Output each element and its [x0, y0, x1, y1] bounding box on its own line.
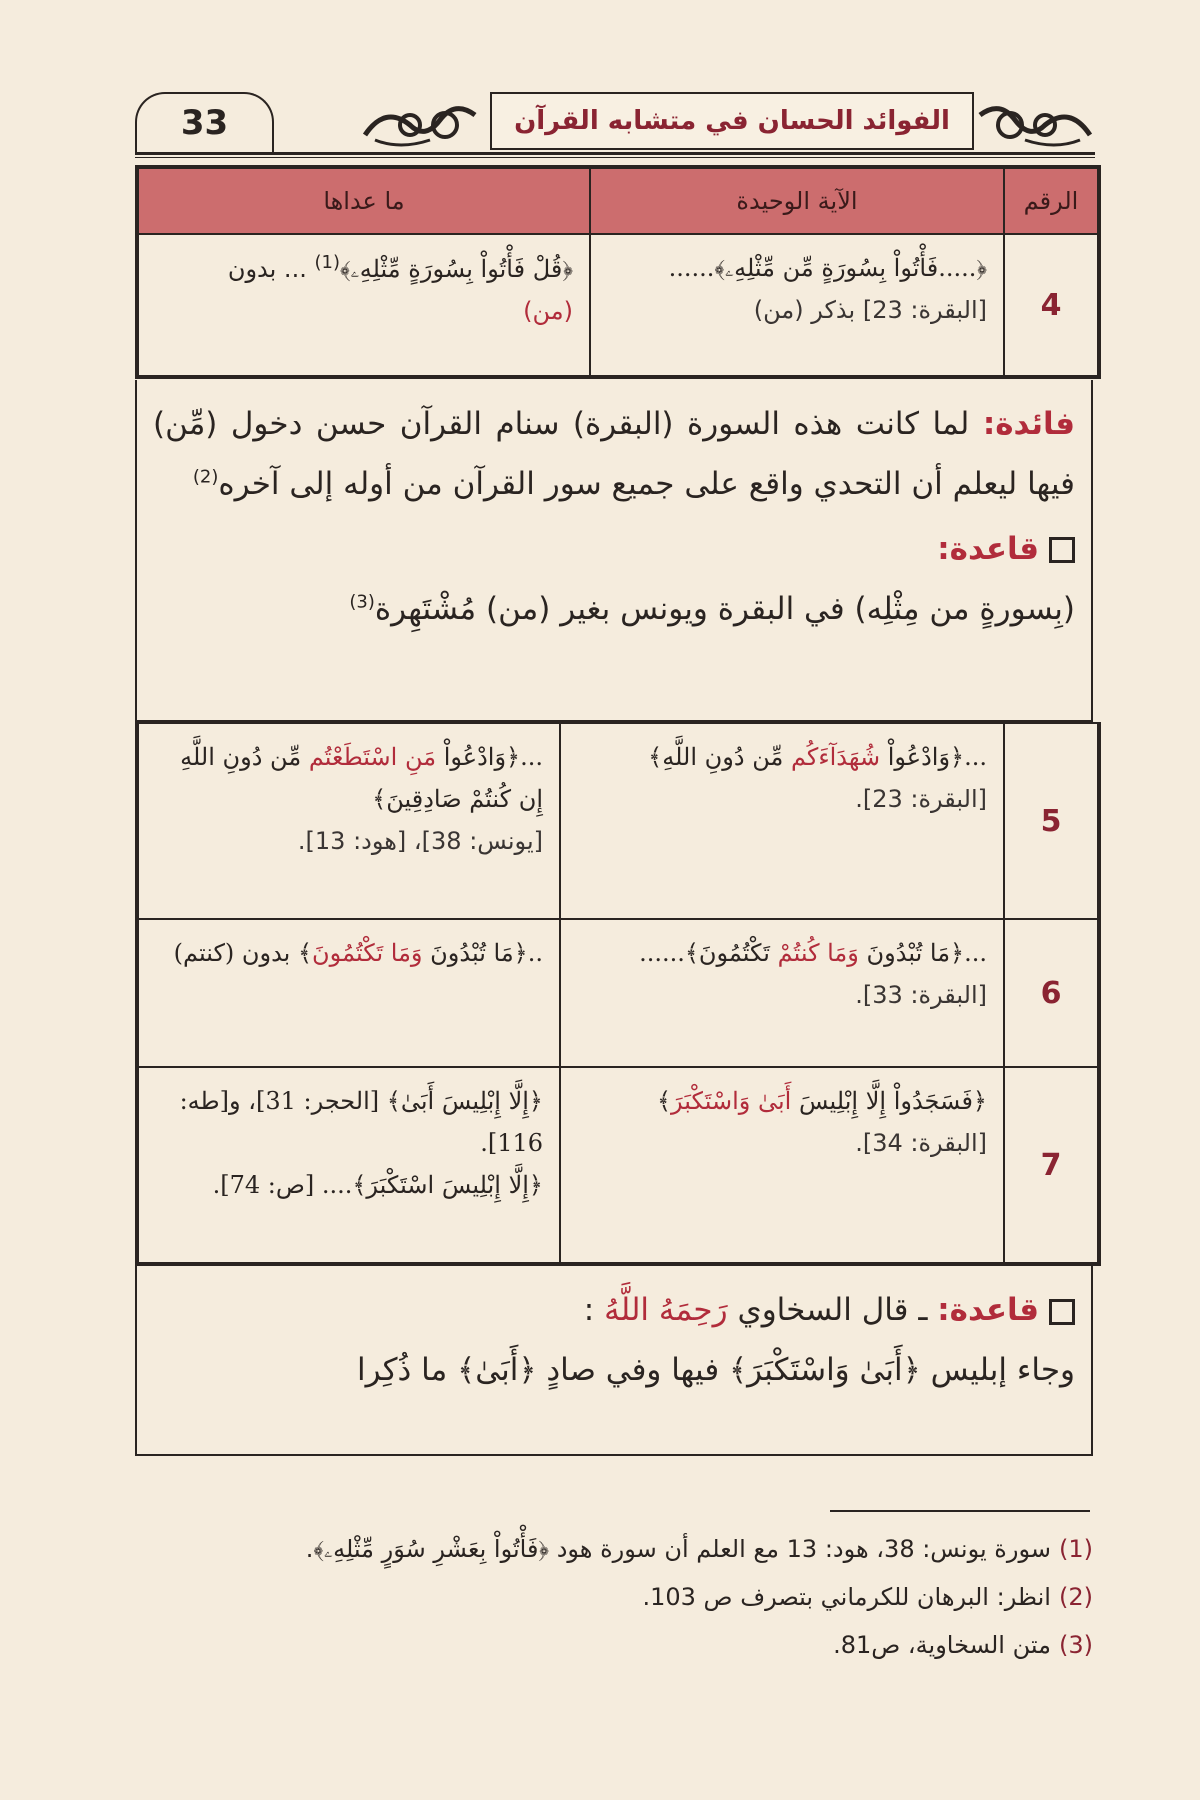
footnote-1: (1)سورة يونس: 38، هود: 13 مع العلم أن سورة هود ﴿فَأْتُواْ بِعَشْرِ سُوَرٍ مِّثْلِهِۦ﴾. — [305, 1535, 1093, 1563]
header-number: الرقم — [1004, 168, 1098, 234]
ayah-reference: [البقرة: 23] بذكر (من) — [753, 296, 987, 324]
unique-ayah-cell — [560, 1067, 1004, 1263]
rule-label: قاعدة: — [937, 530, 1039, 567]
table-second — [135, 722, 1101, 1266]
others-ayah: ..﴿مَا تُبْدُونَ وَمَا تَكْتُمُونَ﴾ بدون (كنتم) — [173, 939, 543, 967]
ayah-text: ﴿.....فَأْتُواْ بِسُورَةٍ مِّن مِّثْلِهِۦ﴾...... — [668, 254, 987, 282]
others-ayah-2: ﴿إِلَّا إِبْلِيسَ اسْتَكْبَرَ﴾.... [ص: 74]. — [212, 1171, 543, 1199]
rule-text: (بِسورةٍ من مِثْلِه) في البقرة ويونس بغير (من) مُشْتَهِرة — [374, 591, 1075, 628]
rule-note — [135, 1266, 1093, 1456]
unique-ayah-cell — [560, 723, 1004, 919]
square-bullet-icon — [1049, 537, 1075, 563]
rule-heading — [153, 519, 1075, 579]
others-reference: [يونس: 38]، [هود: 13]. — [297, 827, 543, 855]
rule-verse — [153, 579, 1075, 639]
others-ayah-1: ﴿إِلَّا إِبْلِيسَ أَبَىٰ﴾ [الحجر: 31]، و[طه: 116]. — [179, 1087, 543, 1157]
colon: : — [583, 1292, 595, 1328]
ornament-left-icon — [360, 95, 480, 153]
others-word: (من) — [523, 297, 573, 325]
benefit-note — [135, 380, 1093, 722]
ayah-reference: [البقرة: 34]. — [855, 1129, 987, 1157]
benefit-text: لما كانت هذه السورة (البقرة) سنام القرآن حسن دخول (مِّن) فيها ليعلم أن التحدي واقع على جميع سور القرآن من أوله إلى آخره — [153, 406, 1075, 503]
ornament-right-icon — [975, 95, 1095, 153]
unique-ayah-cell — [560, 919, 1004, 1067]
row-number: 4 — [1004, 234, 1098, 376]
ayah-text: ﴿فَسَجَدُواْ إِلَّا إِبْلِيسَ أَبَىٰ وَاسْتَكْبَرَ﴾ — [656, 1087, 987, 1115]
others-cell — [138, 919, 560, 1067]
others-cell — [138, 723, 560, 919]
header-others: ما عداها — [138, 168, 590, 234]
others-tail: ... بدون — [227, 255, 307, 283]
rule-intro: ـ قال السخاوي — [737, 1292, 928, 1328]
others-ayah: ﴿قُلْ فَأْتُواْ بِسُورَةٍ مِّثْلِهِۦ﴾ — [339, 255, 573, 283]
header-rule — [135, 152, 1095, 155]
others-ayah: ...﴿وَادْعُواْ مَنِ اسْتَطَعْتُم مِّن دُونِ اللَّهِ إِن كُنتُمْ صَادِقِينَ﴾ — [180, 743, 543, 813]
ayah-reference: [البقرة: 23]. — [855, 785, 987, 813]
rule-verse: وجاء إبليس ﴿أَبَىٰ وَاسْتَكْبَرَ﴾ فيها وفي صادٍ ﴿أَبَىٰ﴾ ما ذُكِرا — [357, 1352, 1075, 1389]
footnote-2: (2)انظر: البرهان للكرماني بتصرف ص 103. — [642, 1583, 1093, 1611]
book-title: الفوائد الحسان في متشابه القرآن — [490, 92, 974, 150]
header-rule-thin — [135, 157, 1095, 158]
rule-heading — [153, 1280, 1075, 1340]
rahimahu-allah: رَحِمَهُ اللَّهُ — [604, 1292, 728, 1328]
table-first — [135, 165, 1101, 379]
row-number: 5 — [1004, 723, 1098, 919]
footnote-separator — [830, 1510, 1090, 1512]
footnotes — [135, 1525, 1093, 1669]
row-number: 6 — [1004, 919, 1098, 1067]
others-cell — [138, 1067, 560, 1263]
others-cell — [138, 234, 590, 376]
rule-label: قاعدة: — [937, 1292, 1039, 1328]
footnote-marker: (1) — [314, 252, 340, 273]
header-unique-ayah: الآية الوحيدة — [590, 168, 1004, 234]
footnote-3: (3)متن السخاوية، ص81. — [833, 1631, 1093, 1659]
row-number: 7 — [1004, 1067, 1098, 1263]
ayah-text: ...﴿مَا تُبْدُونَ وَمَا كُنتُمْ تَكْتُمُونَ﴾...... — [639, 939, 987, 967]
footnote-marker: (2) — [192, 467, 219, 489]
ayah-reference: [البقرة: 33]. — [855, 981, 987, 1009]
footnote-marker: (3) — [349, 591, 375, 613]
unique-ayah-cell — [590, 234, 1004, 376]
benefit-label: فائدة: — [982, 406, 1075, 442]
page-number: 33 — [135, 92, 274, 152]
ayah-text: ...﴿وَادْعُواْ شُهَدَآءَكُم مِّن دُونِ اللَّهِ﴾ — [648, 743, 987, 771]
square-bullet-icon — [1049, 1299, 1075, 1325]
